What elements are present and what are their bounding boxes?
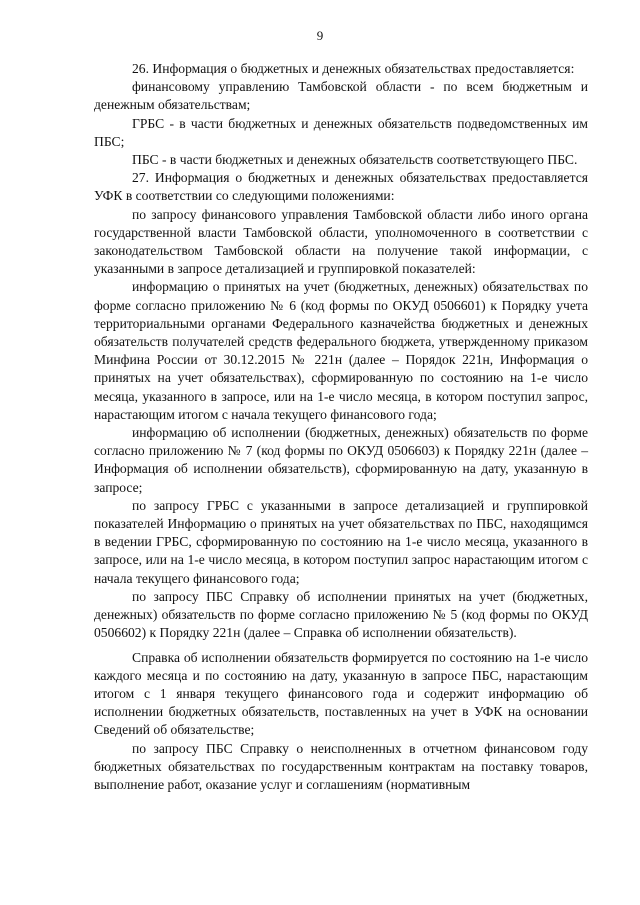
document-body: [94, 60, 588, 794]
paragraph: информацию о принятых на учет (бюджетных, денежных) обязательствах по форме согласно приложению № 6 (код формы по ОКУД 0506601) к Порядку учета территориальными органами Федерального казначейства бюджетных и денежных обязательств получателей средств федерального бюджета, утвержденному приказом Минфина России от 30.12.2015 № 221н (далее – Порядок 221н, Информация о принятых на учет обязательствах), сформированную по состоянию на 1-е число месяца, указанного в запросе, или на 1-е число месяца, в котором поступил запрос, нарастающим итогом с начала текущего финансового года;: [94, 279, 588, 422]
paragraph: по запросу финансового управления Тамбовской области либо иного органа государственной власти Тамбовской области, уполномоченного в соответствии с законодательством Тамбовской области на получение такой информации, с указанными в запросе детализацией и группировкой показателей:: [94, 206, 588, 277]
page-number: 9: [316, 28, 324, 43]
paragraph: ГРБС - в части бюджетных и денежных обязательств подведомственных им ПБС;: [94, 115, 588, 149]
paragraph: финансовому управлению Тамбовской области - по всем бюджетным и денежным обязательствам;: [94, 79, 588, 113]
paragraph: 27. Информация о бюджетных и денежных обязательствах предоставляется УФК в соответствии со следующими положениями:: [94, 170, 588, 204]
paragraph: ПБС - в части бюджетных и денежных обязательств соответствующего ПБС.: [132, 152, 578, 168]
paragraph: информацию об исполнении (бюджетных, денежных) обязательств по форме согласно приложению № 7 (код формы по ОКУД 0506603) к Порядку 221н (далее – Информация об исполнении обязательств), сформированную на дату, указанную в запросе;: [94, 425, 588, 495]
paragraph: по запросу ПБС Справку об исполнении принятых на учет (бюджетных, денежных) обязательств по форме согласно приложению № 5 (код формы по ОКУД 0506602) к Порядку 221н (далее – Справка об исполнении обязательств).: [94, 588, 588, 641]
paragraph: по запросу ГРБС с указанными в запросе детализацией и группировкой показателей Информацию о принятых на учет обязательствах по ПБС, находящимся в ведении ГРБС, сформированную по состоянию на 1-е число месяца, указанного в запросе, или на 1-е число месяца, в котором поступил запрос нарастающим итогом с начала текущего финансового года;: [94, 497, 588, 586]
paragraph: Справка об исполнении обязательств формируется по состоянию на 1-е число каждого месяца и по состоянию на дату, указанную в запросе ПБС, нарастающим итогом с 1 января текущего финансового года и содержит информацию об исполнении бюджетных обязательств, поставленных на учет в УФК на основании Сведений об обязательстве;: [94, 649, 588, 738]
paragraph: по запросу ПБС Справку о неисполненных в отчетном финансовом году бюджетных обязательствах по государственным контрактам на поставку товаров, выполнение работ, оказание услуг и соглашениям (нормативным: [94, 740, 588, 792]
paragraph: 26. Информация о бюджетных и денежных обязательствах предоставляется:: [132, 61, 575, 76]
